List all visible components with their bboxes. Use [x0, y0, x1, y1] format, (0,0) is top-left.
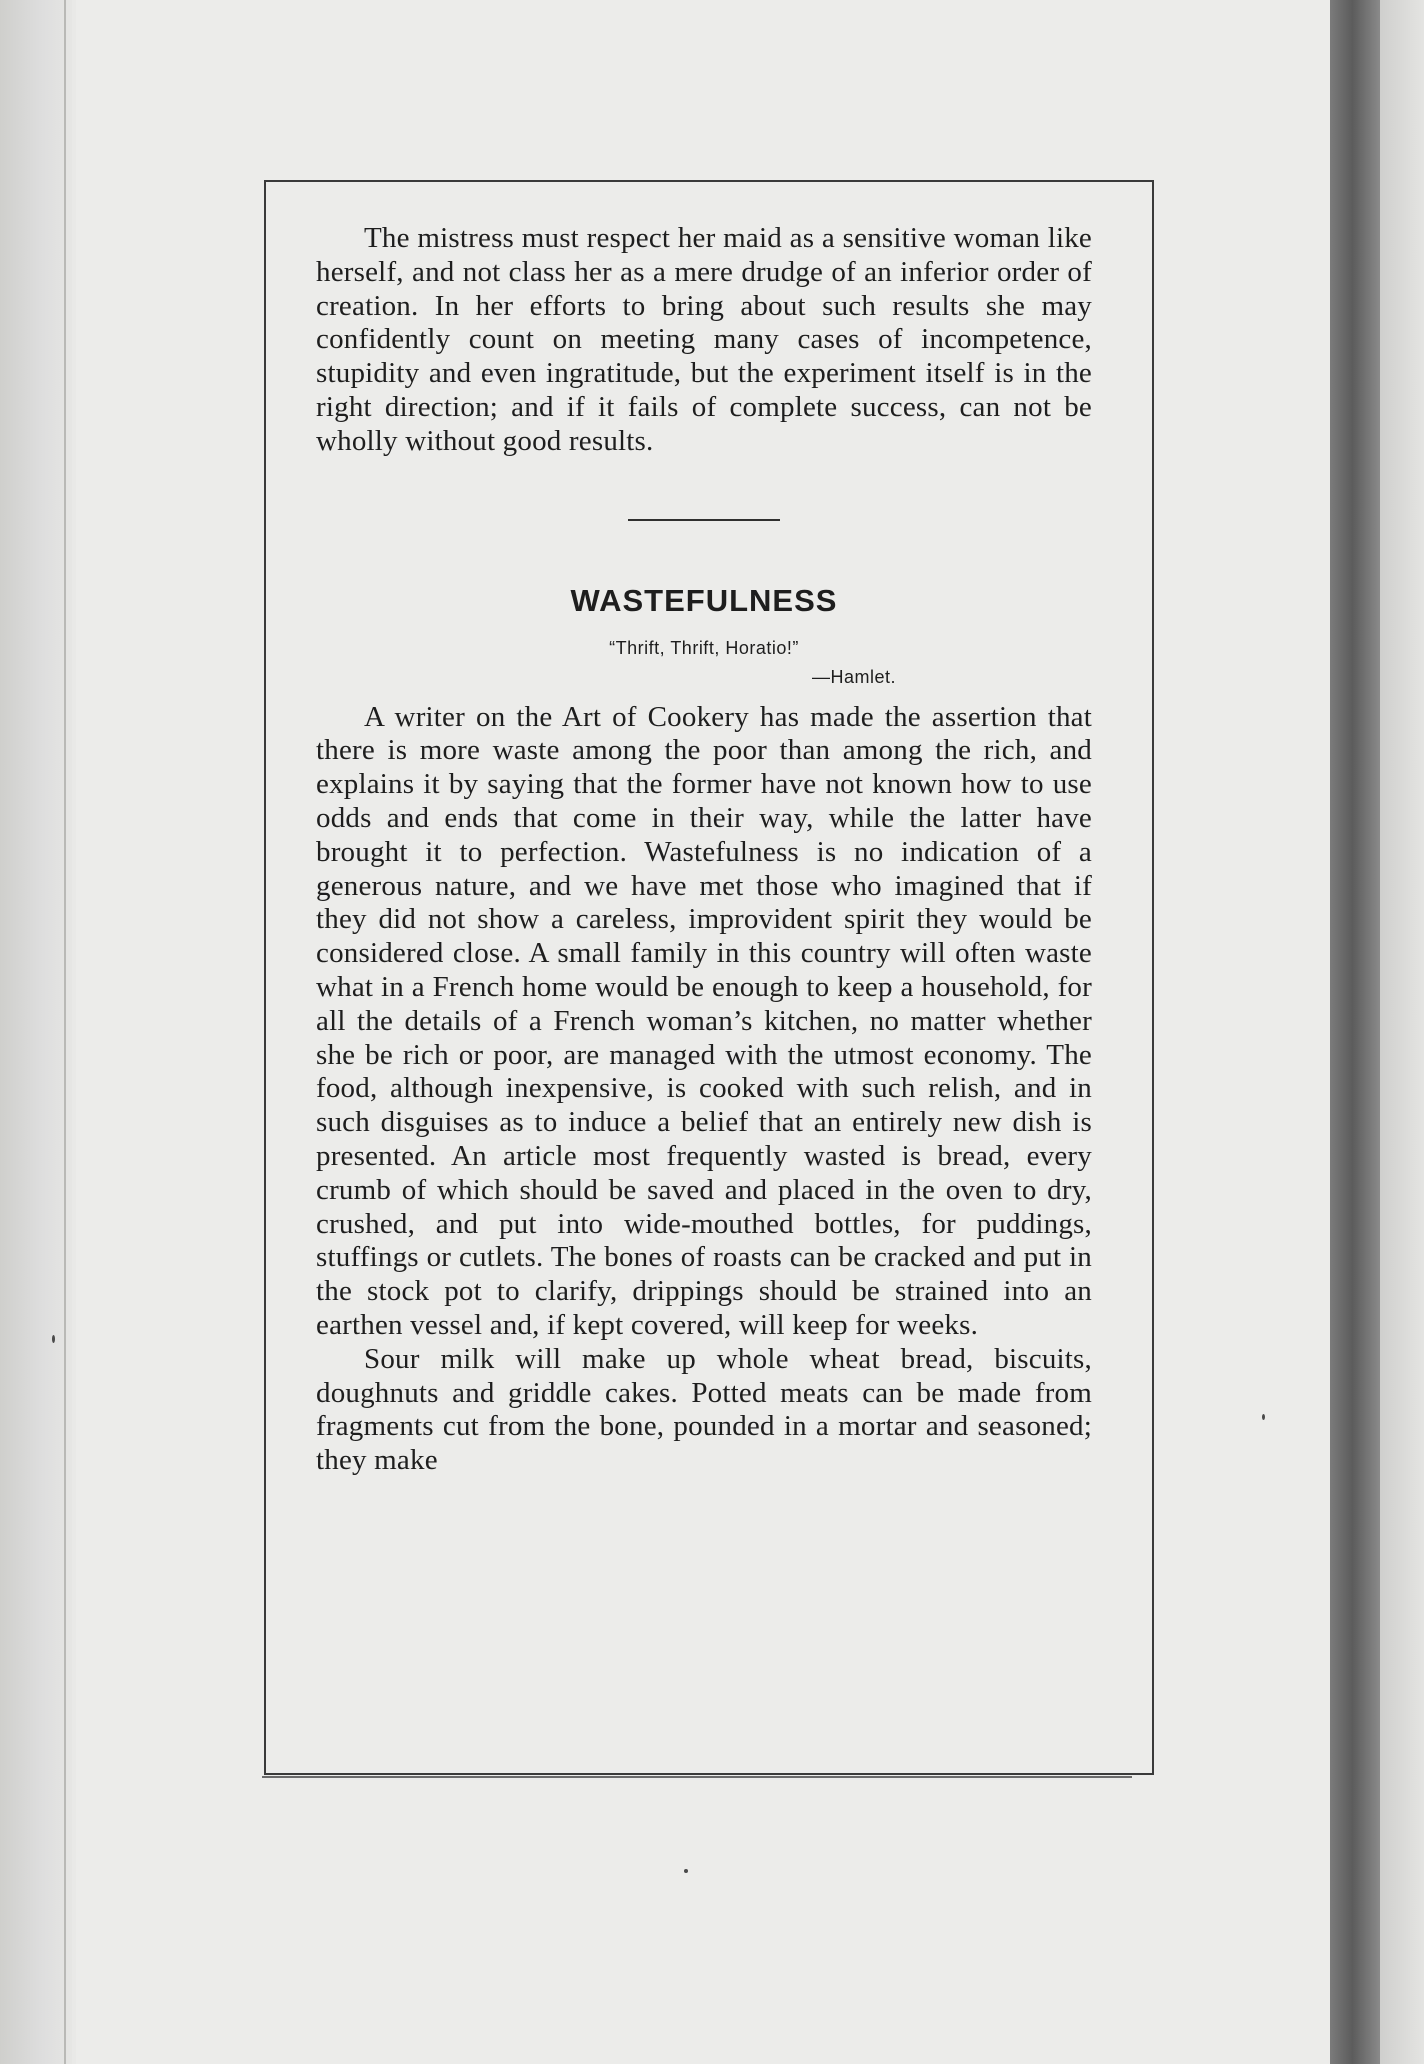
epigraph-attribution: —Hamlet.	[811, 666, 896, 687]
book-spine-shadow	[1330, 0, 1380, 2064]
section-heading: WASTEFULNESS	[570, 582, 838, 618]
intro-paragraph: The mistress must respect her maid as a sensitive woman like herself, and not class her as a mere drudge of an inferior order of creation. In her efforts to bring about such results she may confidently count on meeting many cases of incompetence, stupidity and even ingratitude, but the experiment itself is in the right direction; and if it fails of complete success, can not be wholly without good results.	[316, 222, 1092, 457]
left-page-gutter	[0, 0, 72, 2064]
scan-speck	[1262, 1414, 1265, 1420]
left-page-edge	[64, 0, 66, 2064]
epigraph-quote: “Thrift, Thrift, Horatio!”	[609, 637, 799, 658]
page-text-block	[316, 222, 1092, 1478]
section-divider-rule	[628, 519, 780, 521]
body-paragraph-2: Sour milk will make up whole wheat bread, biscuits, doughnuts and griddle cakes. Potted meats can be made from fragments cut from the bone, pounded in a mortar and seasoned; they make	[316, 1342, 1092, 1477]
body-paragraph-1: A writer on the Art of Cookery has made the assertion that there is more waste among the poor than among the rich, and explains it by saying that the former have not known how to use odds and ends that come in their way, while the latter have brought it to perfection. Wastefulness is no indication of a generous nature, and we have met those who imagined that if they did not show a careless, improvident spirit they would be considered close. A small family in this country will often waste what in a French home would be enough to keep a household, for all the details of a French woman’s kitchen, no matter whether she be rich or poor, are managed with the utmost economy. The food, although inexpensive, is cooked with such relish, and in such disguises as to induce a belief that an entirely new dish is presented. An article most frequently wasted is bread, every crumb of which should be saved and placed in the oven to dry, crushed, and put into wide-mouthed bottles, for puddings, stuffings or cutlets. The bones of roasts can be cracked and put in the stock pot to clarify, drippings should be strained into an earthen vessel and, if kept covered, will keep for weeks.	[316, 700, 1092, 1341]
scan-speck	[684, 1869, 688, 1873]
scan-speck	[52, 1335, 55, 1343]
next-page-edge	[1380, 0, 1424, 2064]
frame-bottom-shadow	[262, 1776, 1132, 1778]
